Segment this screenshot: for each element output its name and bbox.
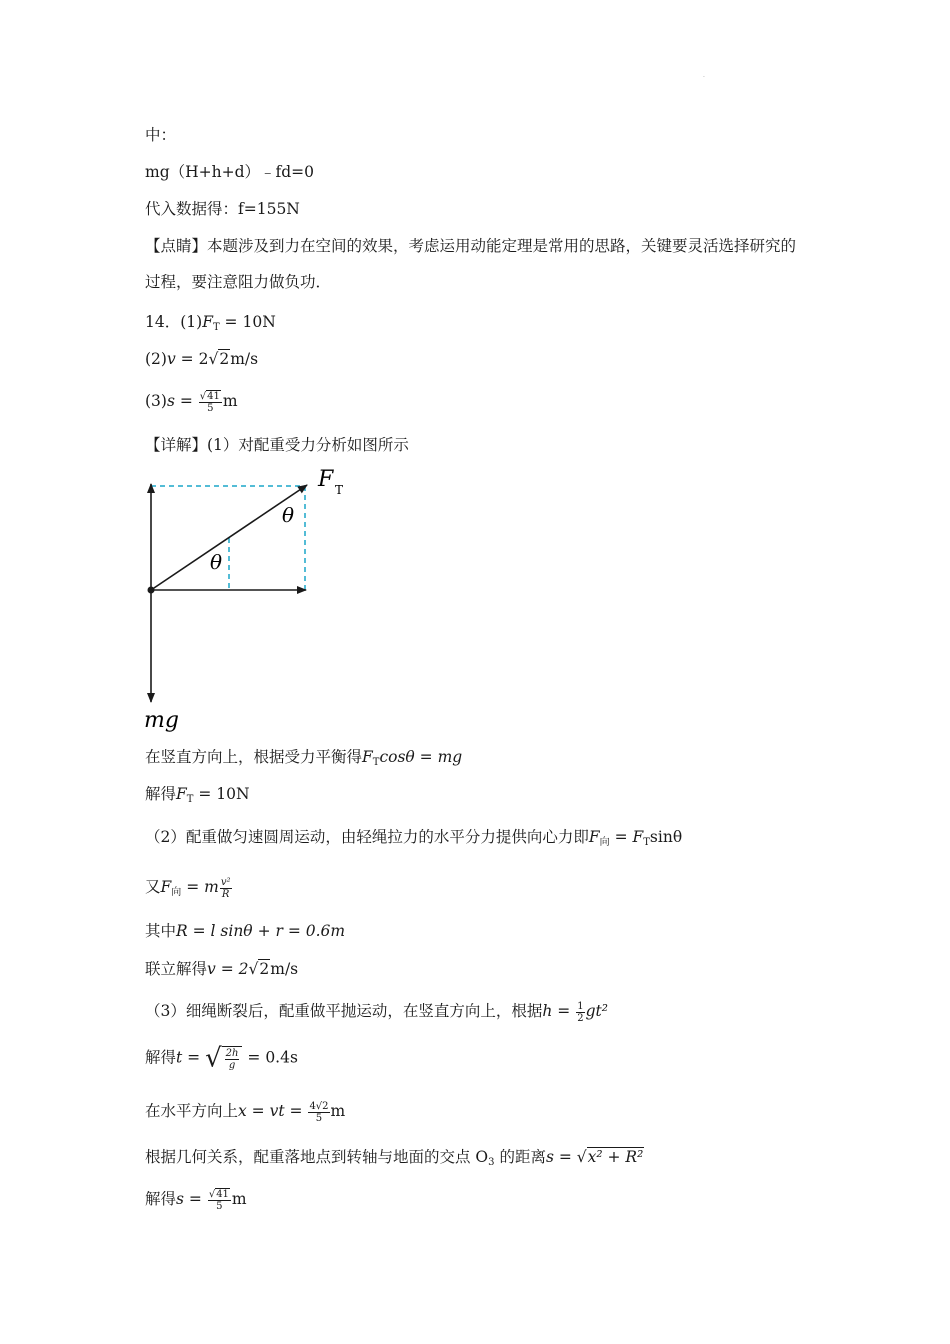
- numerator: 41: [216, 1188, 229, 1200]
- equation-line: mg（H+h+d）﹣fd=0: [145, 163, 315, 181]
- gravity-label: mg: [144, 708, 179, 732]
- fraction: [225, 1048, 240, 1071]
- text: 根据几何关系，配重落地点到转轴与地面的交点 O: [145, 1148, 489, 1166]
- force-symbol: F: [632, 828, 644, 846]
- answer-value: = 2: [175, 350, 209, 368]
- subscript: 向: [171, 887, 182, 898]
- text: 解得: [145, 785, 177, 803]
- text: 又: [145, 878, 161, 896]
- text: 在竖直方向上，根据受力平衡得: [145, 748, 363, 766]
- numerator: 4√2: [309, 1100, 329, 1112]
- equation: R = l sinθ + r = 0.6m: [176, 922, 346, 940]
- radicand: 2: [219, 350, 230, 368]
- denominator: g: [228, 1059, 236, 1071]
- part-3: [145, 1000, 608, 1024]
- equation-tail: gt²: [585, 1002, 608, 1020]
- text: 在水平方向上: [145, 1102, 239, 1120]
- equation: cosθ = mg: [379, 748, 463, 766]
- subscript: T: [212, 322, 220, 333]
- text: 其中: [145, 922, 177, 940]
- equation: s =: [176, 1190, 207, 1208]
- unit: m: [231, 1190, 247, 1208]
- force-diagram: [140, 462, 360, 732]
- unit: m: [330, 1102, 346, 1120]
- detail-heading: 【详解】(1）对配重受力分析如图所示: [145, 436, 409, 454]
- equation: h =: [542, 1002, 576, 1020]
- text: 解得: [145, 1048, 177, 1067]
- equation: v = 2: [207, 960, 249, 978]
- subscript: T: [186, 794, 194, 805]
- tension-subscript: T: [335, 483, 344, 497]
- solve-tension: [145, 783, 250, 811]
- fraction: [576, 1001, 584, 1024]
- text-line: 中：: [145, 126, 177, 144]
- denominator: R: [221, 888, 230, 900]
- text: 解得: [145, 1190, 177, 1208]
- force-symbol: F: [362, 748, 373, 766]
- mass-point: [148, 587, 155, 594]
- value: = 0.4s: [242, 1048, 298, 1067]
- fraction: $\frac{√41}{5}$: [208, 1188, 229, 1212]
- tension-label: F: [318, 467, 334, 492]
- denominator: 2: [577, 1012, 584, 1024]
- force-symbol: F: [176, 785, 187, 803]
- equals: =: [609, 828, 633, 846]
- answer-3: [145, 390, 238, 414]
- time-result: [145, 1043, 298, 1074]
- unit: m/s: [230, 350, 259, 368]
- page-mark: .: [703, 72, 705, 79]
- sqrt-expression: √ $\frac{2h}{g}$: [205, 1046, 242, 1071]
- unit: m: [222, 392, 238, 410]
- equals: =: [174, 392, 198, 410]
- part-label: (2): [145, 350, 167, 368]
- equation: t =: [176, 1048, 206, 1067]
- numerator: 2h: [225, 1047, 239, 1059]
- subscript: T: [372, 757, 380, 768]
- fraction: [308, 1101, 329, 1124]
- final-result: [145, 1188, 247, 1212]
- force-symbol: F: [588, 828, 600, 846]
- fraction: [220, 877, 232, 900]
- comment-paragraph: 【点睛】本题涉及到力在空间的效果，考虑运用动能定理是常用的思路，关键要灵活选择研究的过程，要注意阻力做负功．: [145, 237, 797, 291]
- equation: = m: [181, 878, 219, 896]
- equation: x = vt =: [238, 1102, 308, 1120]
- answer-1: [145, 311, 276, 339]
- numerator: 1: [577, 1000, 584, 1012]
- text: （3）细绳断裂后，配重做平抛运动，在竖直方向上，根据: [145, 1002, 543, 1020]
- numerator: 41: [207, 390, 220, 402]
- geometry-line: 根据几何关系，配重落地点到转轴与地面的交点 $O_3$ 的距离s = √x² + R²: [145, 1148, 644, 1168]
- answer-2: (2)v = 2√2m/s: [145, 350, 259, 368]
- numerator: v²: [220, 876, 231, 888]
- denominator: 5: [207, 402, 214, 414]
- velocity-result: 联立解得v = 2√2m/s: [145, 960, 299, 978]
- subscript: 向: [599, 837, 610, 848]
- part-label: (3): [145, 392, 167, 410]
- subscript: T: [643, 837, 650, 848]
- text-line: 代入数据得：f=155N: [145, 200, 300, 218]
- theta-label-bottom: θ: [210, 550, 223, 574]
- radicand: x² + R²: [587, 1148, 644, 1166]
- subscript: 3: [488, 1157, 495, 1168]
- centripetal-eq: [145, 876, 233, 904]
- force-symbol: F: [202, 313, 213, 331]
- text: 的距离: [494, 1148, 546, 1166]
- equation: s =: [545, 1148, 577, 1166]
- question-number: 14．(1): [145, 313, 203, 331]
- answer-value: = 10N: [219, 313, 276, 331]
- denominator: 5: [216, 1200, 223, 1212]
- radius-eq: [145, 920, 345, 942]
- theta-label-top: θ: [282, 503, 295, 527]
- radicand: 2: [259, 960, 270, 978]
- unit: m/s: [270, 960, 299, 978]
- text: 联立解得: [145, 960, 208, 978]
- sine: sinθ: [649, 828, 683, 846]
- vertical-balance: [145, 746, 462, 774]
- denominator: 5: [315, 1112, 323, 1124]
- velocity-symbol: v: [166, 350, 176, 368]
- horizontal-distance: [145, 1100, 345, 1124]
- distance-symbol: s: [166, 392, 175, 410]
- text: （2）配重做匀速圆周运动，由轻绳拉力的水平分力提供向心力即: [145, 828, 589, 846]
- value: = 10N: [193, 785, 250, 803]
- fraction: $\frac{√41}{5}$: [199, 390, 220, 414]
- part-2: [145, 826, 682, 854]
- force-symbol: F: [160, 878, 172, 896]
